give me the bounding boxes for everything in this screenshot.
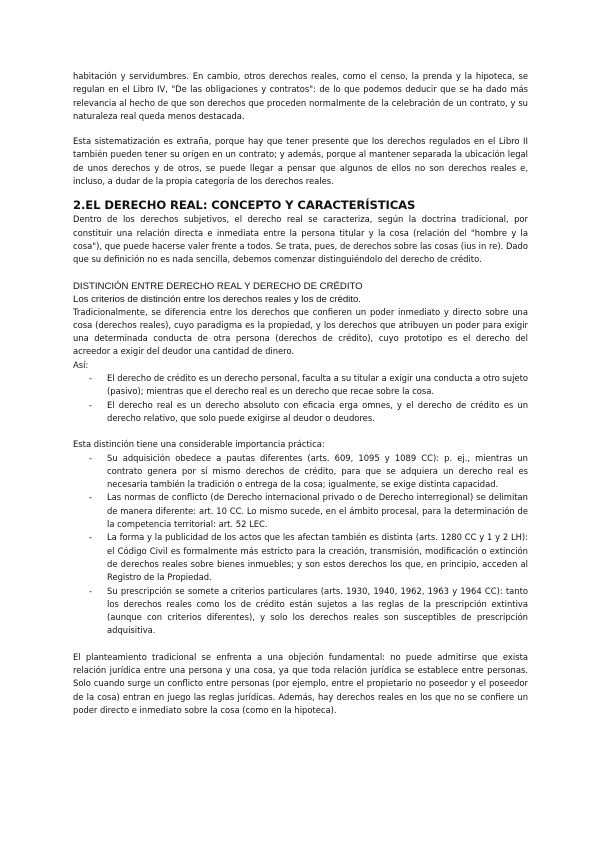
list-item: [89, 491, 528, 531]
intro-paragraph-1: habitación y servidumbres. En cambio, otros derechos reales, como el censo, la prenda y la hipoteca, se regulan en el Libro IV, "De las obligaciones y contratos": de lo que podemos deducir que se ha dado más relevancia al hecho de que son derechos que proceden normalmente de la celebración de un contrato, y su naturaleza real queda menos destacada.: [73, 71, 528, 121]
list-item-text: Las normas de conflicto (de Derecho internacional privado o de Derecho interregional) se delimitan de manera diferente: art. 10 CC. Lo mismo sucede, en el ámbito procesal, para la determinación de la competencia territorial: art. 52 LEC.: [107, 492, 528, 530]
differences-list: [73, 372, 528, 425]
distinction-heading: DISTINCIÓN ENTRE DERECHO REAL Y DERECHO DE CRÉDITO: [73, 280, 363, 292]
dash-bullet: -: [89, 585, 93, 596]
list-item-text: Su prescripción se somete a criterios particulares (arts. 1930, 1940, 1962, 1963 y 1964 CC): tanto los derechos reales como los de crédito están sujetos a las reglas de la prescripción extintiva (aunque con criterios diferentes), y solo los derechos reales son susceptibles de prescripción adquisitiva.: [107, 585, 528, 636]
section-paragraph: Dentro de los derechos subjetivos, el derecho real se caracteriza, según la doctrina tradicional, por constituir una relación directa e inmediata entre la persona titular y la cosa (relación del "hombre y la cosa"), que puede hacerse valer frente a todos. Se trata, pues, de derechos sobre las cosas (ius in re). Dado que su definición no es nada sencilla, debemos comenzar distinguiéndolo del derecho de crédito.: [73, 214, 528, 265]
dash-bullet: -: [89, 399, 93, 410]
section-heading: 2.EL DERECHO REAL: CONCEPTO Y CARACTERÍSTICAS: [73, 198, 416, 213]
dash-bullet: -: [89, 373, 93, 384]
list-item: [89, 399, 528, 426]
list-item: [89, 585, 528, 638]
list-item-text: Su adquisición obedece a pautas diferentes (arts. 609, 1095 y 1089 CC): p. ej., mientras un contrato genera por sí mismo derechos de crédito, para que se adquiera un derecho real es necesaria también la tradición o entrega de la cosa; igualmente, se exige distinta capacidad.: [107, 452, 528, 490]
distinction-subheading: Los criterios de distinción entre los derechos reales y los de crédito.: [73, 293, 361, 305]
intro-paragraph-2: Esta sistematización es extraña, porque hay que tener presente que los derechos regulados en el Libro II también pueden tener su origen en un contrato; y además, porque al mantener separada la ubicación legal de unos derechos y de otros, se puede llegar a pensar que algunos de ellos no son derechos reales e, incluso, a dudar de la propia categoría de los derechos reales.: [73, 136, 528, 187]
list-item-text: El derecho de crédito es un derecho personal, faculta a su titular a exigir una conducta a otro sujeto (pasivo); mientras que el derecho real es un derecho que recae sobre la cosa.: [107, 373, 528, 397]
list-item-text: El derecho real es un derecho absoluto con eficacia erga omnes, y el derecho de crédito es un derecho relativo, que solo puede exigirse al deudor o deudores.: [107, 399, 528, 423]
dash-bullet: -: [89, 452, 93, 463]
asi-label: Así:: [73, 359, 89, 370]
list-item: [89, 372, 528, 399]
importance-intro: Esta distinción tiene una considerable importancia práctica:: [73, 439, 325, 450]
closing-paragraph: El planteamiento tradicional se enfrenta a una objeción fundamental: no puede admitirse que exista relación jurídica entre una persona y una cosa, ya que toda relación jurídica se establece entre personas. Solo cuando surge un conflicto entre personas (por ejemplo, entre el propietario no poseedor y el poseedor de la cosa) entran en juego las reglas jurídicas. Además, hay derechos reales en los que no se confiere un poder directo e inmediato sobre la cosa (como en la hipoteca).: [73, 651, 528, 715]
dash-bullet: -: [89, 532, 93, 543]
list-item: [89, 452, 528, 492]
list-item-text: La forma y la publicidad de los actos que les afectan también es distinta (arts. 1280 CC y 1 y 2 LH): el Código Civil es formalmente más estricto para la creación, transmisión, modificación o extinción de derechos reales sobre bienes inmuebles; y son estos derechos los que, en principio, acceden al Registro de la Propiedad.: [107, 532, 528, 583]
importance-list: [73, 452, 528, 638]
distinction-paragraph: Tradicionalmente, se diferencia entre los derechos que confieren un poder inmediato y directo sobre una cosa (derechos reales), cuyo paradigma es la propiedad, y los derechos que atribuyen un poder para exigir una determinada conducta de otra persona (derechos de crédito), cuyo prototipo es el derecho del acreedor a exigir del deudor una cantidad de dinero.: [73, 306, 528, 357]
dash-bullet: -: [89, 492, 93, 503]
list-item: [89, 531, 528, 584]
